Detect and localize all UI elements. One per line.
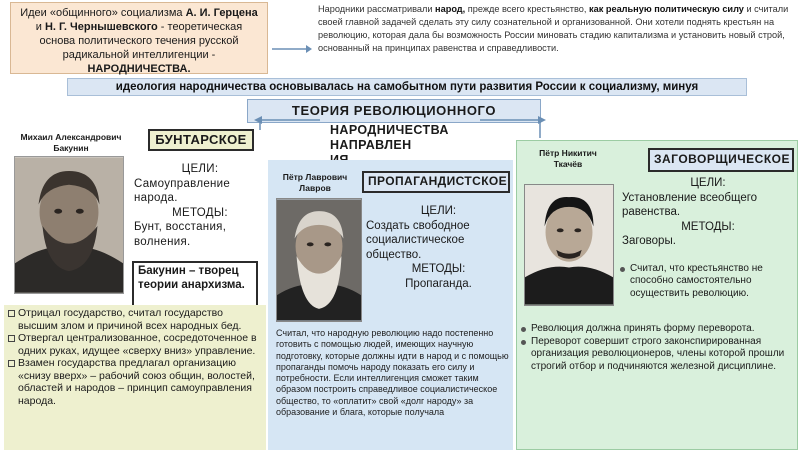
directions-line-2: НАПРАВЛЕН <box>330 138 412 152</box>
zagovorshicheskoe-label: ЗАГОВОРЩИЧЕСКОЕ <box>648 148 794 172</box>
bakunin-name: Михаил Александрович Бакунин <box>20 132 122 153</box>
list-item: Переворот совершит строго законспирированная организация революционеров, члены которой прошли строгий отбор и подчиняются железной дисциплине. <box>521 336 795 374</box>
intro-and: и <box>35 21 45 33</box>
buntarskoe-label: БУНТАРСКОЕ <box>148 129 254 151</box>
intro-box <box>10 2 268 74</box>
list-item: Революция должна принять форму переворота. <box>521 323 795 336</box>
narod-text-4: как реальную политическую силу <box>588 4 744 14</box>
list-item: Отрицал государство, считал государство высшим злом и причиной всех народных бед. <box>8 307 264 332</box>
propagandistskoe-label: ПРОПАГАНДИСТСКОЕ <box>362 171 510 193</box>
intro-chernyshevsky: Н. Г. Чернышевского <box>44 21 158 33</box>
intro-text-1: Идеи «общинного» социализма <box>20 7 186 19</box>
narod-text-2: народ, <box>435 4 466 14</box>
ideology-banner: идеология народничества основывалась на самобытном пути развития России к социализму, минуя <box>67 78 747 96</box>
goals-text: Создать свободное социалистическое общество. <box>366 219 470 261</box>
directions-line-1: НАРОДНИЧЕСТВА <box>330 123 449 137</box>
intro-narodnichestvo: НАРОДНИЧЕСТВА. <box>87 63 191 75</box>
list-item: Считал, что крестьянство не способно самостоятельно осуществить революцию. <box>620 263 794 300</box>
lavrov-description: Считал, что народную революцию надо постепенно готовить с помощью людей, имеющих научную подготовку, которые должны идти в народ и с помощью пропаганды помочь народу показать его силу и потребности. Если интеллигенция сможет таким образом построить справедливое социалистическое общество, то «оплатит» свой «долг народу» за образование и блага, которые получала <box>276 328 509 418</box>
bakunin-bullets <box>4 305 266 450</box>
lavrov-portrait <box>276 198 362 322</box>
right-arrow-icon <box>272 44 312 54</box>
tkachev-bullets <box>521 323 795 373</box>
tkachev-bullet <box>620 263 794 300</box>
goals-label: ЦЕЛИ: <box>181 163 219 175</box>
narod-text-1: Народники рассматривали <box>318 4 436 14</box>
goals-text: Установление всеобщего равенства. <box>622 191 758 218</box>
methods-text: Заговоры. <box>622 235 676 247</box>
tkachev-name: Пётр Никитич Ткачёв <box>539 148 597 169</box>
bakunin-anarchism-note: Бакунин – творец теории анархизма. <box>132 261 258 307</box>
methods-label: МЕТОДЫ: <box>681 220 735 233</box>
goals-text: Самоуправление народа. <box>134 177 231 204</box>
bakunin-portrait <box>14 156 124 294</box>
methods-text: Бунт, восстания, волнения. <box>134 221 227 248</box>
buntarskoe-goals <box>134 162 266 249</box>
narod-text-3: прежде всего крестьянство, <box>465 4 589 14</box>
list-item: Отвергал централизованное, сосредоточенное в одних руках, идущее «сверху вниз» управление. <box>8 332 264 357</box>
goals-label: ЦЕЛИ: <box>420 205 457 217</box>
tkachev-portrait <box>524 184 614 306</box>
intro-text-2: - теоретическая основа политического течения русской радикальной интеллигенции - <box>39 21 243 61</box>
goals-label: ЦЕЛИ: <box>690 177 726 189</box>
zagovorshicheskoe-goals <box>622 176 794 249</box>
narodniki-description <box>318 3 796 65</box>
methods-label: МЕТОДЫ: <box>172 206 228 219</box>
intro-herzen: А. И. Герцена <box>185 7 258 19</box>
narod-text-5: и считали своей главной задачей сделать эту силу сознательной и организованной. Они хотели поднять крестьян на революцию, которая дала бы возможность России миновать стадию капитализма и установить новый строй, основанный на принципах равенства и справедливости. <box>318 4 789 53</box>
theory-title: ТЕОРИЯ РЕВОЛЮЦИОННОГО <box>247 99 541 123</box>
methods-text: Пропаганда. <box>405 277 472 290</box>
list-item: Взамен государства предлагал организацию «снизу вверх» – рабочий союз общин, волостей, областей и народов – принцип самоуправления народа. <box>8 357 264 407</box>
lavrov-name: Пётр Лаврович Лавров <box>282 172 348 193</box>
methods-label: МЕТОДЫ: <box>411 263 466 275</box>
propagandistskoe-goals <box>366 204 511 291</box>
